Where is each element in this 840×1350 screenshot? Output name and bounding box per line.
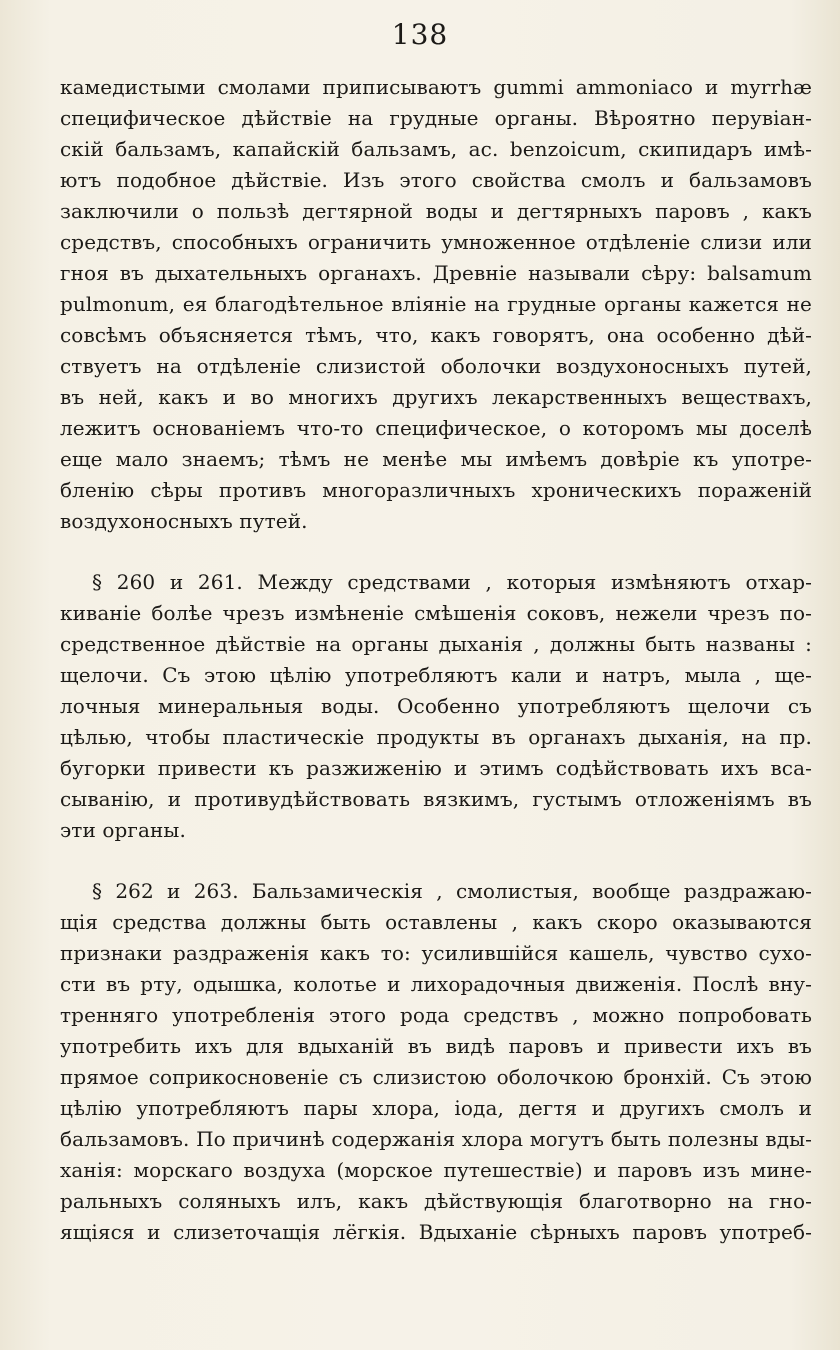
text-line: ютъ подобное дѣйствiе. Изъ этого свойства смолъ и бальзамовъ (60, 168, 812, 192)
text-line: сти въ рту, одышка, колотье и лихорадочныя движенiя. Послѣ вну- (60, 972, 812, 996)
text-line: pulmonum, ея благодѣтельное влiянiе на грудные органы кажется не (60, 292, 812, 316)
text-line: цѣлiю употребляютъ пары хлора, iода, дегтя и другихъ смолъ и (60, 1096, 812, 1120)
text-line: § 260 и 261. Между средствами , которыя измѣняютъ отхар- (92, 570, 812, 594)
text-line: цѣлью, чтобы пластическiе продукты въ органахъ дыханiя, на пр. (60, 725, 812, 749)
page-number: 138 (391, 18, 449, 51)
text-line: бугорки привести къ разжиженiю и этимъ содѣйствовать ихъ вса- (60, 756, 812, 780)
text-line: средствъ, способныхъ ограничить умноженное отдѣленiе слизи или (60, 230, 812, 254)
text-line: эти органы. (60, 818, 186, 842)
text-line: ствуетъ на отдѣленiе слизистой оболочки воздухоносныхъ путей, (60, 354, 812, 378)
text-line: скiй бальзамъ, капайскiй бальзамъ, ас. benzoicum, скипидаръ имѣ- (60, 137, 812, 161)
text-line: лочныя минеральныя воды. Особенно употребляютъ щелочи съ (60, 694, 812, 718)
text-line: § 262 и 263. Бальзамическiя , смолистыя, вообще раздражаю- (92, 879, 812, 903)
text-line: совсѣмъ объясняется тѣмъ, что, какъ говорятъ, она особенно дѣй- (60, 323, 812, 347)
text-line: въ ней, какъ и во многихъ другихъ лекарственныхъ веществахъ, (60, 385, 812, 409)
text-line: употребить ихъ для вдыханiй въ видѣ паровъ и привести ихъ въ (60, 1034, 812, 1058)
text-line: заключили о пользѣ дегтярной воды и дегтярныхъ паровъ , какъ (60, 199, 812, 223)
text-line: бальзамовъ. По причинѣ содержанiя хлора могутъ быть полезны вды- (60, 1127, 812, 1151)
text-line: сыванiю, и противудѣйствовать вязкимъ, густымъ отложенiямъ въ (60, 787, 812, 811)
text-line: камедистыми смолами приписываютъ gummi ammoniaco и myrrhæ (60, 75, 812, 99)
text-block (60, 72, 812, 1248)
paragraph-3 (60, 876, 812, 1248)
text-line: ящiяся и слизеточащiя лёгкiя. Вдыханiе сѣрныхъ паровъ употреб- (60, 1220, 812, 1244)
text-line: специфическое дѣйствiе на грудные органы. Вѣроятно перувiан- (60, 106, 812, 130)
text-line: средственное дѣйствiе на органы дыханiя , должны быть названы : (60, 632, 812, 656)
text-line: тренняго употребленiя этого рода средствъ , можно попробовать (60, 1003, 812, 1027)
paragraph-2 (60, 567, 812, 846)
text-line: киванiе болѣе чрезъ измѣненiе смѣшенiя соковъ, нежели чрезъ по- (60, 601, 812, 625)
text-line: ханiя: морскаго воздуха (морское путешествiе) и паровъ изъ мине- (60, 1158, 812, 1182)
paragraph-1 (60, 72, 812, 537)
text-line: бленiю сѣры противъ многоразличныхъ хроническихъ пораженiй (60, 478, 812, 502)
text-line: щiя средства должны быть оставлены , какъ скоро оказываются (60, 910, 812, 934)
text-line: еще мало знаемъ; тѣмъ не менѣе мы имѣемъ довѣрiе къ употре- (60, 447, 812, 471)
text-line: признаки раздраженiя какъ то: усилившiйся кашель, чувство сухо- (60, 941, 812, 965)
text-line: гноя въ дыхательныхъ органахъ. Древнiе называли сѣру: balsamum (60, 261, 812, 285)
text-line: ральныхъ соляныхъ илъ, какъ дѣйствующiя благотворно на гно- (60, 1189, 812, 1213)
text-line: прямое соприкосновенiе съ слизистою оболочкою бронхiй. Съ этою (60, 1065, 812, 1089)
text-line: воздухоносныхъ путей. (60, 509, 308, 533)
text-line: лежитъ основанiемъ что-то специфическое, о которомъ мы доселѣ (60, 416, 812, 440)
text-line: щелочи. Съ этою цѣлiю употребляютъ кали и натръ, мыла , ще- (60, 663, 812, 687)
